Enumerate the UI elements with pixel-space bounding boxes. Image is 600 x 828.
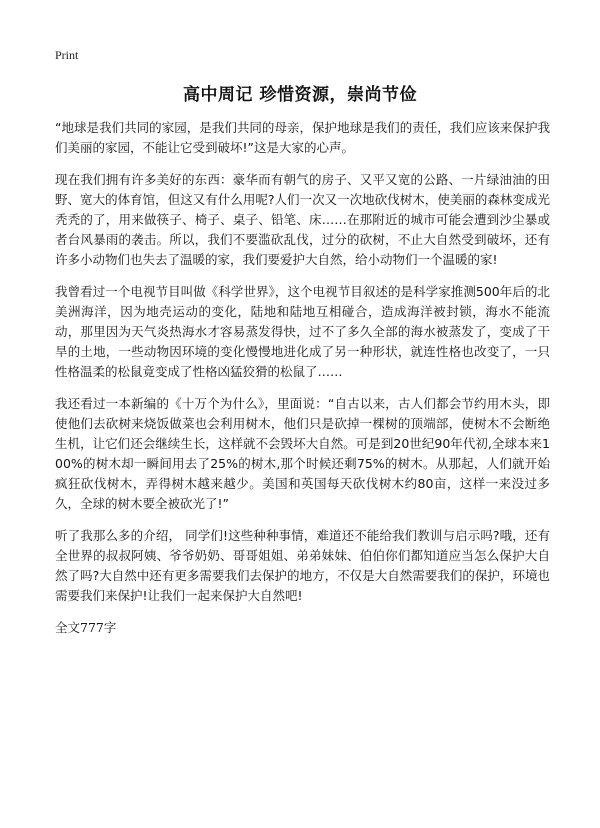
page-title: 高中周记 珍惜资源，崇尚节俭: [183, 85, 417, 105]
paragraph-5: 听了我那么多的介绍， 同学们!这些种种事情，难道还不能给我们教训与启示吗?哦，还有全世界的叔叔阿姨、爷爷奶奶、哥哥姐姐、弟弟妹妹、伯伯你们都知道应当怎么保护大自然了吗?大自然中还有更多需要我们去保护的地方，不仅是大自然需要我们的保护，环境也需要我们来保护!让我们一起来保护大自然吧!: [55, 528, 550, 603]
article-body: [55, 118, 550, 636]
paragraph-4: 我还看过一本新编的《十万个为什么》，里面说：“自古以来，古人们都会节约用木头，即使他们去砍树来烧饭做菜也会利用树木，他们只是砍掉一棵树的顶端部，使树木不会断绝生机，让它们还会继续生长，这样就不会毁坏大自然。可是到20世纪90年代初,全球本来100%的树木却一瞬间用去了25%的树木,那个时候还剩75%的树木。从那起，人们就开始疯狂砍伐树木，弄得树木越来越少。美国和英国每天砍伐树木约80亩，这样一来没过多久，全球的树木要全被砍光了!”: [55, 396, 550, 511]
paragraph-3: 我曾看过一个电视节目叫做《科学世界》，这个电视节目叙述的是科学家推测500年后的北美洲海洋，因为地壳运动的变化，陆地和陆地互相碰合，造成海洋被封锁，海水不能流动，那里因为天气炎热海水才容易蒸发得快，过不了多久全部的海水被蒸发了，变成了干旱的土地，一些动物因环境的变化慢慢地进化成了另一种形状，就连性格也改变了，一只性格温柔的松鼠竟变成了性格凶猛狡猾的松鼠了……: [55, 284, 550, 379]
print-link[interactable]: Print: [55, 48, 79, 62]
paragraph-1: “地球是我们共同的家园，是我们共同的母亲，保护地球是我们的责任，我们应该来保护我们美丽的家园，不能让它受到破坏!”这是大家的心声。: [55, 120, 550, 155]
word-count: 全文777字: [55, 620, 117, 635]
paragraph-2: 现在我们拥有许多美好的东西：豪华而有朝气的房子、又平又宽的公路、一片绿油油的田野、宽大的体育馆，但这又有什么用呢?人们一次又一次地砍伐树木，使美丽的森林变成光秃秃的了，用来做筷子、椅子、桌子、铅笔、床……在那附近的城市可能会遭到沙尘暴或者台风暴雨的袭击。所以，我们不要滥砍乱伐，过分的砍树，不止大自然受到破坏，还有许多小动物们也失去了温暖的家，我们要爱护大自然，给小动物们一个温暖的家!: [55, 172, 550, 267]
